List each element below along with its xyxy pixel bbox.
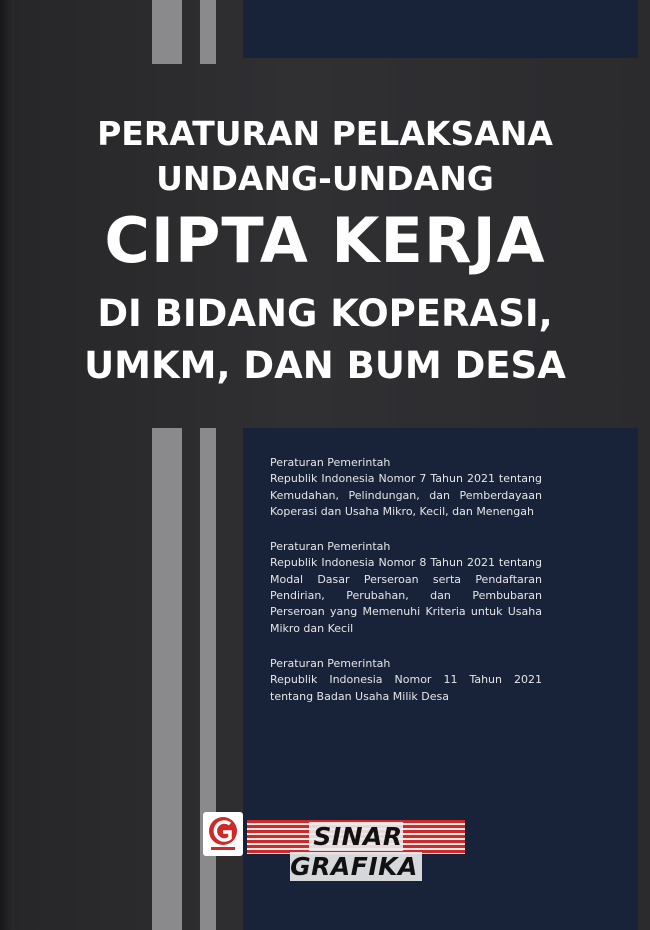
title-line-4: DI BIDANG KOPERASI,	[97, 292, 553, 335]
regulation-heading: Peraturan Pemerintah	[270, 656, 391, 670]
decorative-stripe-wide-bottom	[152, 428, 182, 930]
regulation-item	[270, 656, 542, 705]
regulation-item	[270, 455, 542, 520]
regulation-body: Republik Indonesia Nomor 8 Tahun 2021 tentang Modal Dasar Perseroan serta Pendaftaran Pendirian, Perubahan, dan Pembubaran Perseroan yang Memenuhi Kriteria untuk Usaha Mikro dan Kecil	[270, 556, 542, 635]
decorative-stripe-narrow-top	[200, 0, 216, 64]
publisher-brand	[203, 812, 465, 881]
regulation-list	[270, 455, 542, 724]
title-line-2: UNDANG-UNDANG	[156, 159, 494, 198]
regulation-item	[270, 539, 542, 637]
decorative-stripe-wide-top	[152, 0, 182, 64]
navy-panel-top	[243, 0, 638, 58]
title-line-5: UMKM, DAN BUM DESA	[84, 344, 566, 387]
publisher-name: SINAR GRAFIKA	[247, 822, 465, 852]
regulation-body: Republik Indonesia Nomor 11 Tahun 2021 tentang Badan Usaha Milik Desa	[270, 673, 542, 703]
title-line-1: PERATURAN PELAKSANA	[97, 114, 553, 153]
regulation-body: Republik Indonesia Nomor 7 Tahun 2021 tentang Kemudahan, Pelindungan, dan Pemberdayaan Koperasi dan Usaha Mikro, Kecil, dan Menengah	[270, 472, 542, 518]
regulation-heading: Peraturan Pemerintah	[270, 540, 391, 554]
regulation-heading: Peraturan Pemerintah	[270, 456, 391, 469]
sinar-grafika-logo-icon	[203, 812, 243, 856]
title-main: CIPTA KERJA	[104, 204, 546, 277]
